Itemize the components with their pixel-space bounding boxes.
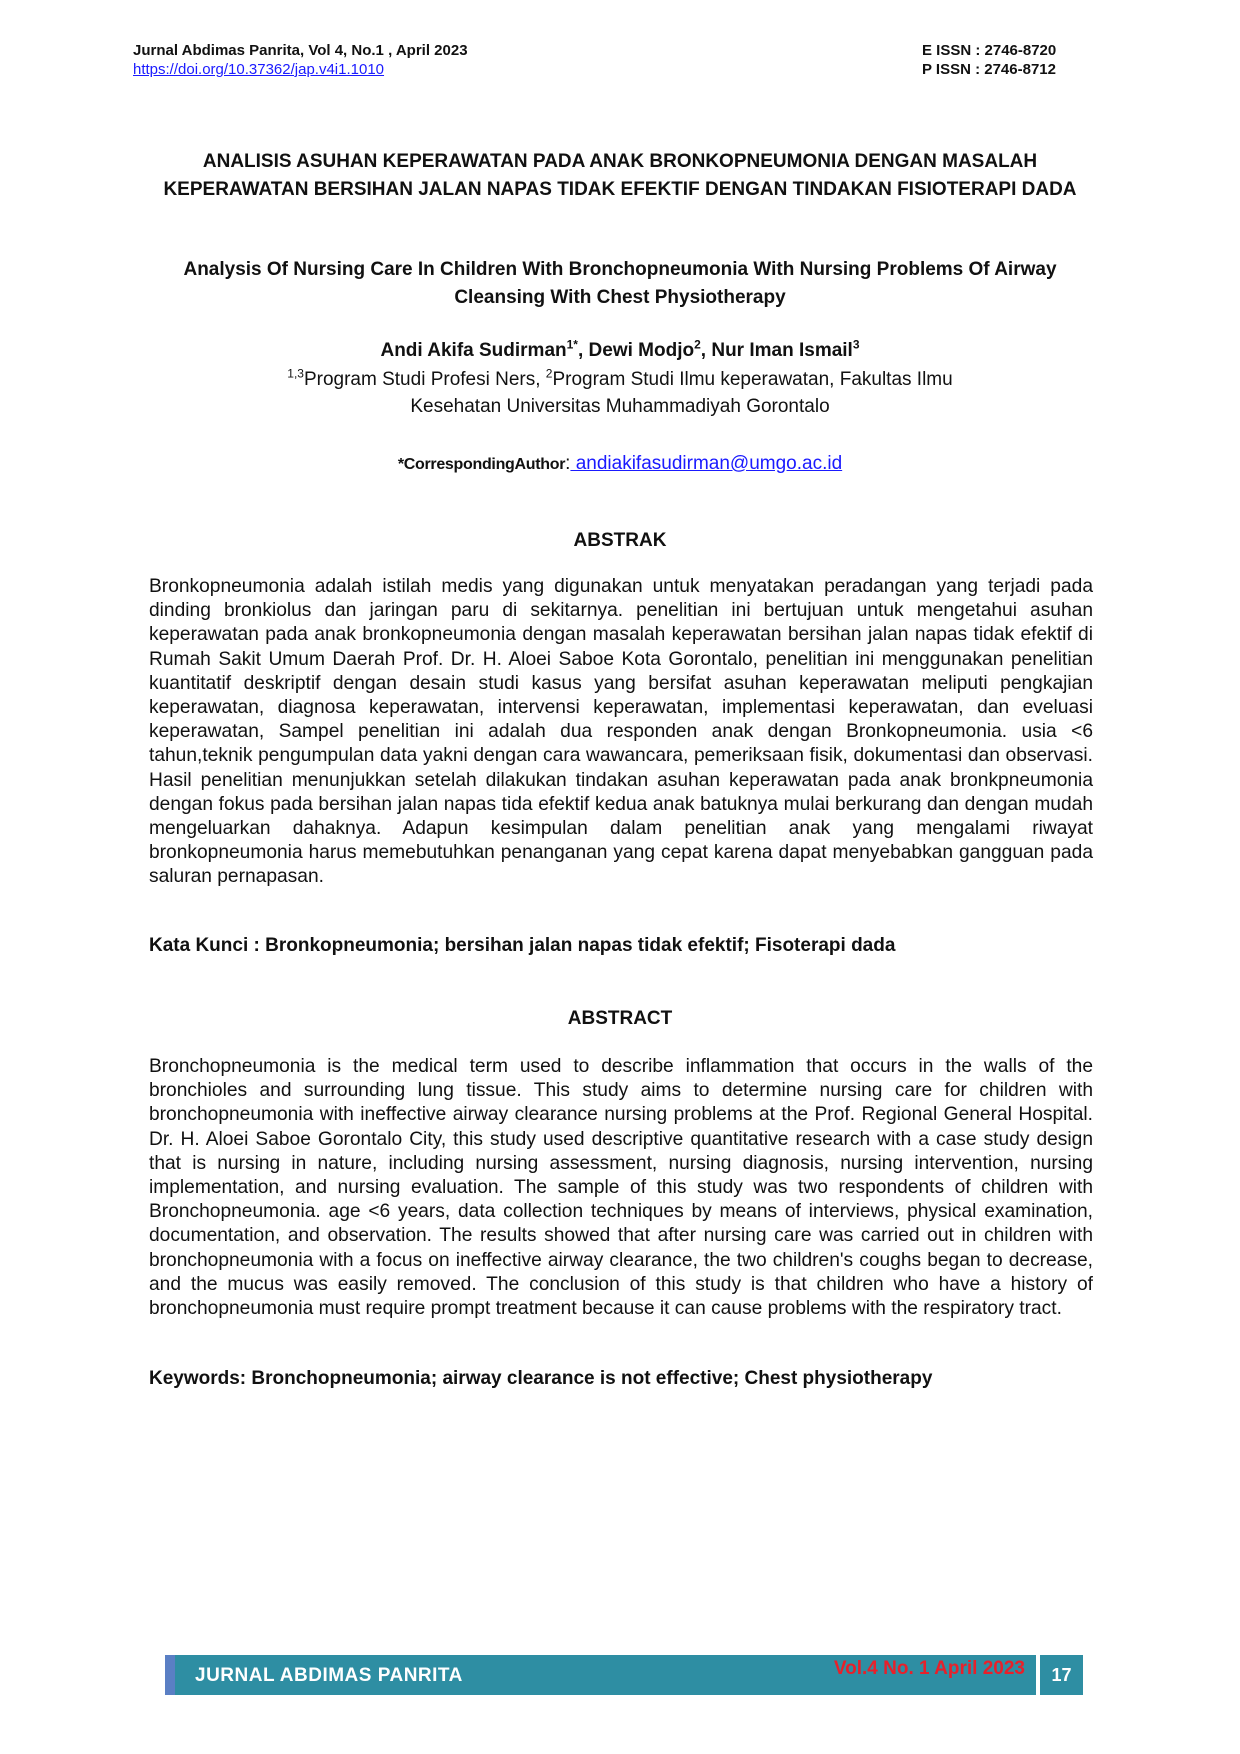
abstrak-heading: ABSTRAK: [573, 530, 667, 551]
author-sup: 2: [694, 337, 701, 352]
corresponding-author: [0, 451, 1240, 478]
page-number: 17: [1040, 1655, 1083, 1695]
email-link[interactable]: andiakifasudirman@umgo.ac.id: [570, 453, 843, 474]
abstract-heading: ABSTRACT: [567, 1008, 673, 1029]
paper-title: ANALISIS ASUHAN KEPERAWATAN PADA ANAK BRONKOPNEUMONIA DENGAN MASALAH KEPERAWATAN BERSIHAN JALAN NAPAS TIDAK EFEKTIF DENGAN TINDAKAN FISIOTERAPI DADA: [163, 151, 1077, 200]
english-title: Analysis Of Nursing Care In Children With Bronchopneumonia With Nursing Problems Of Airway Cleansing With Chest Physiotherapy: [183, 259, 1057, 308]
author-sup: 1*: [566, 337, 578, 352]
journal-info: Jurnal Abdimas Panrita, Vol 4, No.1 , April 2023: [133, 42, 468, 59]
abstrak-body: Bronkopneumonia adalah istilah medis yang digunakan untuk menyatakan peradangan yang terjadi pada dinding bronkiolus dan jaringan paru di sekitarnya. penelitian ini bertujuan untuk mengetahui asuhan keperawatan pada anak bronkopneumonia dengan masalah keperawatan bersihan jalan napas tidak efektif di Rumah Sakit Umum Daerah Prof. Dr. H. Aloei Saboe Kota Gorontalo, penelitian ini menggunakan penelitian kuantitatif deskriptif dengan desain studi kasus yang bersifat asuhan keperawatan meliputi pengkajian keperawatan, diagnosa keperawatan, intervensi keperawatan, implementasi keperawatan, dan eveluasi keperawatan, Sampel penelitian ini adalah dua responden anak dengan Bronkopneumonia. usia <6 tahun,teknik pengumpulan data yakni dengan cara wawancara, pemeriksaan fisik, dokumentasi dan observasi. Hasil penelitian menunjukkan setelah dilakukan tindakan asuhan keperawatan pada anak bronkpneumonia dengan fokus pada bersihan jalan napas tida efektif kedua anak batuknya mulai berkurang dan dengan mudah mengeluarkan dahaknya. Adapun kesimpulan dalam penelitian anak yang mengalami riwayat bronkopneumonia harus memebutuhkan penanganan yang cepat karena dapat menyebabkan gangguan pada saluran pernapasan.: [149, 576, 1093, 888]
footer-accent: [165, 1655, 175, 1695]
keywords: Keywords: Bronchopneumonia; airway clearance is not effective; Chest physiotherapy: [149, 1368, 933, 1389]
author-name: Dewi Modjo: [588, 340, 695, 361]
author-name: Andi Akifa Sudirman: [380, 340, 567, 361]
author-list: Andi Akifa Sudirman$^{1*}$, Dewi Modjo$^2$, Nur Iman Ismail$^3$: [380, 337, 860, 361]
running-header-right: [922, 41, 1056, 79]
doi-link[interactable]: https://doi.org/10.37362/jap.v4i1.1010: [133, 61, 385, 78]
affiliation-text: Program Studi Ilmu keperawatan, Fakultas Ilmu Kesehatan Universitas Muhammadiyah Gorontalo: [410, 369, 953, 417]
corresponding-label: *CorrespondingAuthor: [397, 456, 566, 473]
corresponding-sep: :: [565, 453, 571, 474]
e-issn: E ISSN : 2746-8720: [922, 42, 1057, 59]
running-header-left: [133, 41, 468, 79]
footer-volume: Vol.4 No. 1 April 2023: [833, 1658, 1025, 1679]
footer-journal-name: JURNAL ABDIMAS PANRITA: [195, 1665, 463, 1686]
kata-kunci: Kata Kunci : Bronkopneumonia; bersihan jalan napas tidak efektif; Fisoterapi dada: [149, 935, 896, 956]
abstract-body: Bronchopneumonia is the medical term used to describe inflammation that occurs in the walls of the bronchioles and surrounding lung tissue. This study aims to determine nursing care for children with bronchopneumonia with ineffective airway clearance nursing problems at the Prof. Regional General Hospital. Dr. H. Aloei Saboe Gorontalo City, this study used descriptive quantitative research with a case study design that is nursing in nature, including nursing assessment, nursing diagnosis, nursing intervention, nursing implementation, and nursing evaluation. The sample of this study was two respondents of children with Bronchopneumonia. age <6 years, data collection techniques by means of interviews, physical examination, documentation, and observation. The results showed that after nursing care was carried out in children with bronchopneumonia with a focus on ineffective airway clearance, the two children's coughs began to decrease, and the mucus was easily removed. The conclusion of this study is that children who have a history of bronchopneumonia must require prompt treatment because it can cause problems with the respiratory tract.: [149, 1056, 1093, 1320]
affiliation-sup: 1,3: [287, 366, 304, 381]
page-footer: [165, 1655, 1083, 1695]
affiliation-text: Program Studi Profesi Ners,: [303, 369, 546, 390]
affiliation: [0, 366, 1240, 420]
affiliation-sup: 2: [545, 366, 553, 381]
author-name: Nur Iman Ismail: [711, 340, 853, 361]
author-sup: 3: [852, 337, 860, 352]
p-issn: P ISSN : 2746-8712: [922, 61, 1056, 78]
